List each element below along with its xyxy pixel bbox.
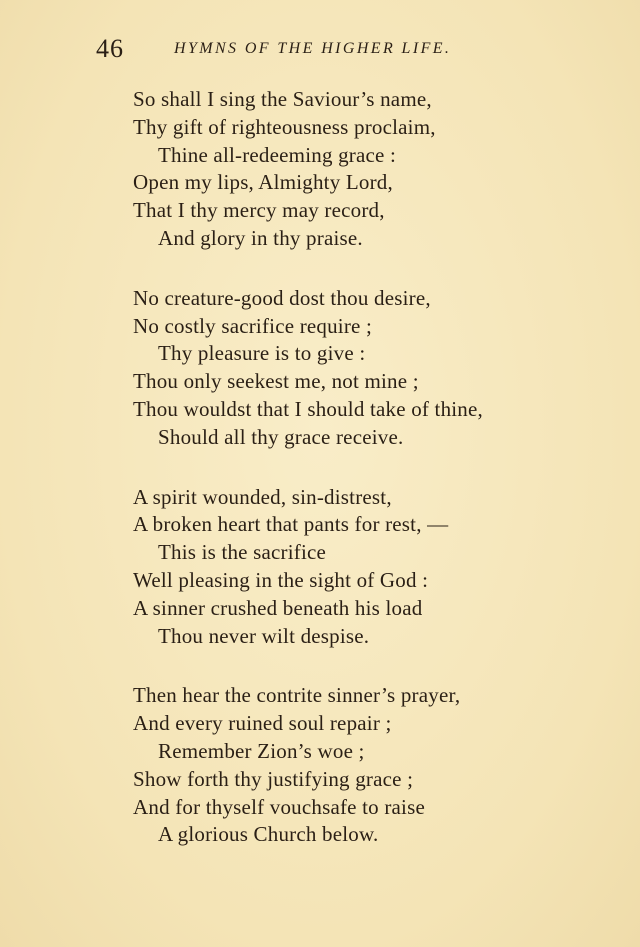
running-title: HYMNS OF THE HIGHER LIFE. — [174, 40, 452, 57]
verse-line: Thy gift of righteousness proclaim, — [133, 114, 436, 139]
verse-line: Remember Zion’s woe ; — [158, 738, 365, 763]
page-number: 46 — [96, 34, 124, 63]
verse-line: No creature-good dost thou desire, — [133, 285, 431, 310]
verse-line: No costly sacrifice require ; — [133, 313, 373, 338]
verse-line: Show forth thy justifying grace ; — [133, 766, 414, 791]
verse-line: And glory in thy praise. — [158, 225, 363, 250]
verse-line: This is the sacrifice — [158, 540, 327, 565]
verse-line: Then hear the contrite sinner’s prayer, — [133, 683, 461, 708]
verse-line: A glorious Church below. — [158, 822, 379, 847]
verse-line: And every ruined soul repair ; — [133, 711, 392, 736]
verse-line: Should all thy grace receive. — [158, 424, 404, 449]
verse-line: Thine all-redeeming grace : — [158, 142, 397, 167]
verse-line: Well pleasing in the sight of God : — [133, 567, 429, 592]
verse-line: That I thy mercy may record, — [133, 198, 385, 223]
verse-line: A broken heart that pants for rest, — — [133, 512, 449, 537]
verse-line: And for thyself vouchsafe to raise — [133, 794, 425, 819]
stanza-2 — [133, 285, 613, 452]
verse-line: Thou never wilt despise. — [158, 623, 370, 648]
verse-line: Open my lips, Almighty Lord, — [133, 170, 393, 195]
verse-line: Thy pleasure is to give : — [158, 341, 366, 366]
hymn-text — [133, 86, 613, 849]
verse-line: Thou only seekest me, not mine ; — [133, 369, 419, 394]
verse-line: A spirit wounded, sin-distrest, — [133, 484, 392, 509]
stanza-1 — [133, 86, 613, 253]
stanza-3 — [133, 484, 613, 651]
verse-line: A sinner crushed beneath his load — [133, 595, 423, 620]
stanza-4 — [133, 682, 613, 849]
page-header — [96, 34, 516, 64]
verse-line: Thou wouldst that I should take of thine, — [133, 396, 483, 421]
verse-line: So shall I sing the Saviour’s name, — [133, 87, 432, 111]
